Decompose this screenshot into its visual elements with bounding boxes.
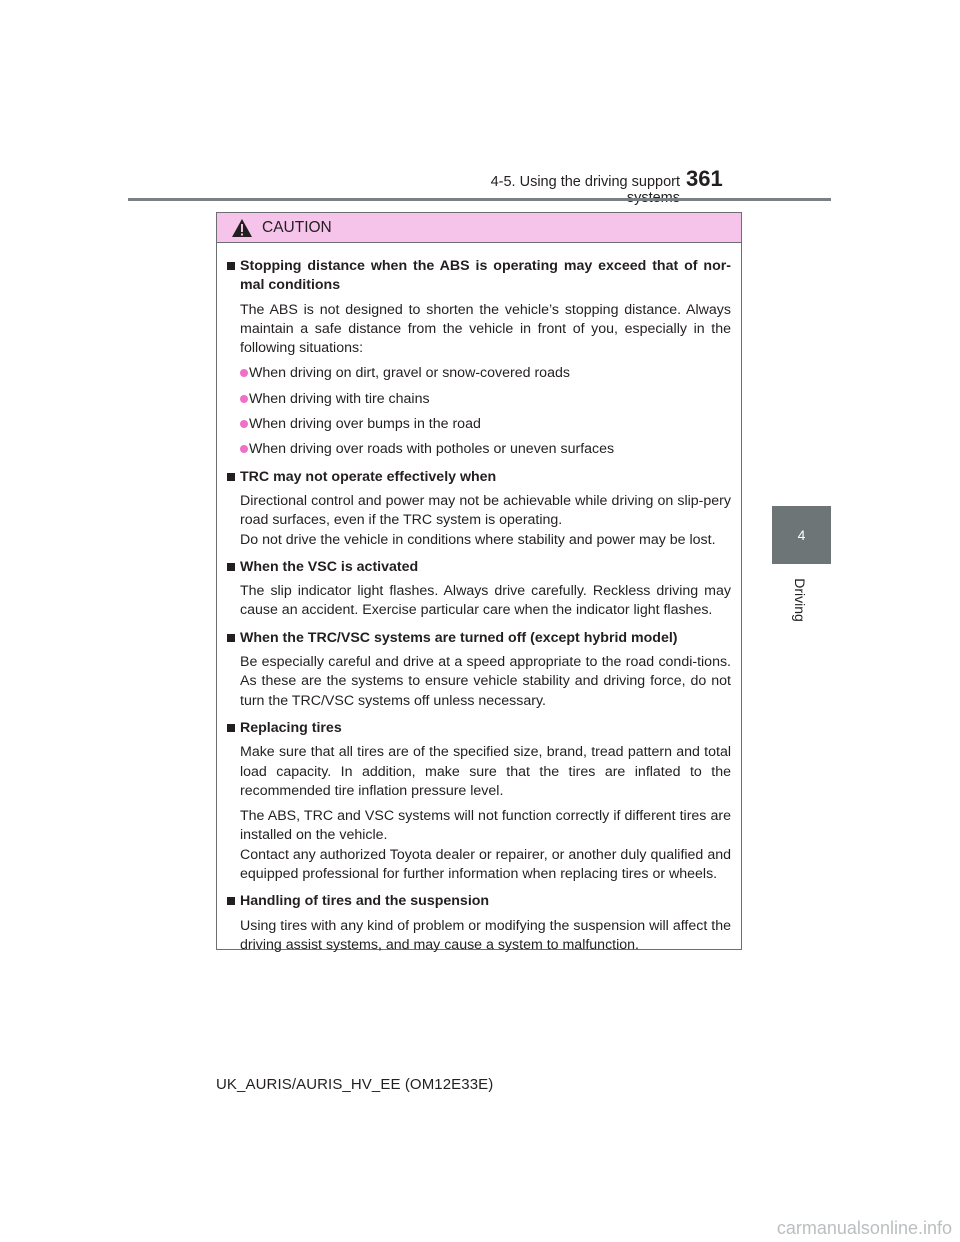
chapter-tab-label <box>770 570 830 630</box>
square-bullet-icon <box>227 897 235 905</box>
section-heading: Replacing tires <box>225 719 731 738</box>
square-bullet-icon <box>227 634 235 642</box>
chapter-label-text: Driving <box>791 578 808 622</box>
list-item: When driving over bumps in the road <box>225 415 731 434</box>
paragraph: Contact any authorized Toyota dealer or repairer, or another duly qualified and equipped professional for further information when replacing tires or wheels. <box>240 846 731 883</box>
section-heading: When the VSC is activated <box>225 558 731 577</box>
paragraph: The ABS, TRC and VSC systems will not function correctly if different tires are installed on the vehicle. <box>240 808 731 844</box>
header-rule <box>128 198 831 201</box>
square-bullet-icon <box>227 262 235 270</box>
round-bullet-icon <box>240 420 248 428</box>
warning-triangle-icon <box>231 218 253 238</box>
section-heading: TRC may not operate effectively when <box>225 468 731 487</box>
caution-title: CAUTION <box>262 218 332 236</box>
section-title: 4-5. Using the driving support <box>490 174 680 190</box>
caution-section-trc-vsc-off <box>225 629 731 711</box>
footer-model-code: UK_AURIS/AURIS_HV_EE (OM12E33E) <box>216 1076 494 1093</box>
chapter-tab-number: 4 <box>772 506 831 564</box>
list-item: When driving with tire chains <box>225 390 731 409</box>
section-heading: When the TRC/VSC systems are turned off (except hybrid model) <box>225 629 731 648</box>
list-item: When driving on dirt, gravel or snow-covered roads <box>225 364 731 383</box>
caution-box <box>216 212 742 953</box>
paragraph: Directional control and power may not be achievable while driving on slip-pery road surfaces, even if the TRC system is operating. <box>240 492 731 529</box>
caution-section-abs <box>225 257 731 460</box>
paragraph: The slip indicator light flashes. Always drive carefully. Reckless driving may cause an accident. Exercise particular care when the indicator light flashes. <box>240 583 731 619</box>
caution-section-trc <box>225 468 731 550</box>
round-bullet-icon <box>240 395 248 403</box>
square-bullet-icon <box>227 473 235 481</box>
page-number: 361 <box>686 166 723 191</box>
caution-section-replacing-tires <box>225 719 731 884</box>
caution-section-vsc <box>225 558 731 621</box>
section-heading: Handling of tires and the suspension <box>225 892 731 911</box>
caution-body <box>217 243 741 955</box>
caution-header <box>217 213 741 243</box>
square-bullet-icon <box>227 724 235 732</box>
round-bullet-icon <box>240 369 248 377</box>
watermark: carmanualsonline.info <box>776 1218 952 1238</box>
paragraph: Be especially careful and drive at a speed appropriate to the road condi-tions. As these are the systems to ensure vehicle stability and driving force, do not turn the TRC/VSC systems off unless necessary. <box>240 654 731 709</box>
list-item: When driving over roads with potholes or uneven surfaces <box>225 440 731 459</box>
paragraph: Using tires with any kind of problem or modifying the suspension will affect the driving assist systems, and may cause a system to malfunction. <box>240 917 731 953</box>
square-bullet-icon <box>227 563 235 571</box>
paragraph: The ABS is not designed to shorten the vehicle’s stopping distance. Always maintain a safe distance from the vehicle in front of you, especially in the following situations: <box>240 301 731 357</box>
caution-section-tires-suspension <box>225 892 731 955</box>
paragraph: Make sure that all tires are of the specified size, brand, tread pattern and total load capacity. In addition, make sure that the tires are inflated to the recommended tire inflation pressure level. <box>240 744 731 799</box>
section-heading: Stopping distance when the ABS is operating may exceed that of nor-mal conditions <box>225 257 731 296</box>
round-bullet-icon <box>240 445 248 453</box>
paragraph: Do not drive the vehicle in conditions where stability and power may be lost. <box>240 531 716 548</box>
